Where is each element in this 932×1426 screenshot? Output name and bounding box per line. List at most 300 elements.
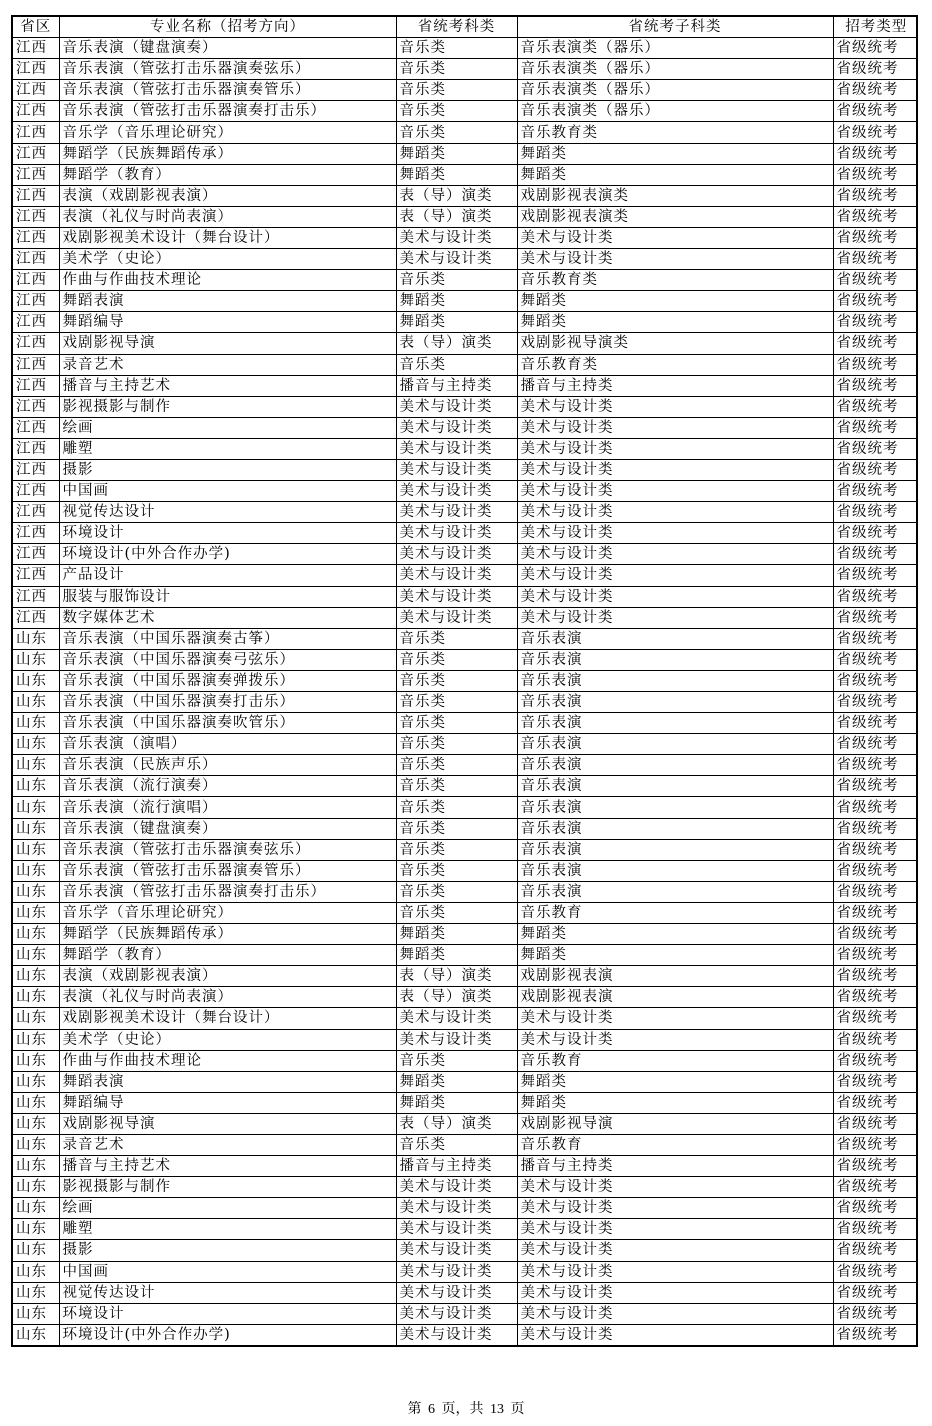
page-number: 第 6 页，共 13 页 xyxy=(407,1402,525,1417)
cell-exam-category: 美术与设计类 xyxy=(396,544,517,565)
table-body xyxy=(12,38,917,1346)
table-row xyxy=(12,59,917,80)
table-row xyxy=(12,249,917,270)
cell-major-name: 音乐表演（管弦打击乐器演奏管乐） xyxy=(59,80,396,101)
cell-exam-category: 音乐类 xyxy=(396,649,517,670)
cell-province: 山东 xyxy=(12,924,59,945)
header-exam-category: 省统考科类 xyxy=(396,16,517,38)
cell-major-name: 表演（戏剧影视表演） xyxy=(59,185,396,206)
table-row xyxy=(12,1029,917,1050)
cell-admission-type: 省级统考 xyxy=(833,1219,917,1240)
cell-exam-subcategory: 美术与设计类 xyxy=(517,1029,833,1050)
cell-province: 江西 xyxy=(12,38,59,59)
cell-admission-type: 省级统考 xyxy=(833,249,917,270)
cell-admission-type: 省级统考 xyxy=(833,692,917,713)
cell-exam-category: 美术与设计类 xyxy=(396,459,517,480)
cell-admission-type: 省级统考 xyxy=(833,544,917,565)
cell-major-name: 戏剧影视美术设计（舞台设计） xyxy=(59,1008,396,1029)
cell-admission-type: 省级统考 xyxy=(833,1071,917,1092)
cell-exam-category: 音乐类 xyxy=(396,80,517,101)
cell-province: 山东 xyxy=(12,1261,59,1282)
cell-admission-type: 省级统考 xyxy=(833,1029,917,1050)
cell-province: 山东 xyxy=(12,987,59,1008)
cell-exam-subcategory: 播音与主持类 xyxy=(517,375,833,396)
cell-admission-type: 省级统考 xyxy=(833,185,917,206)
table-row xyxy=(12,734,917,755)
cell-major-name: 表演（礼仪与时尚表演） xyxy=(59,987,396,1008)
cell-major-name: 美术学（史论） xyxy=(59,249,396,270)
table-row xyxy=(12,227,917,248)
cell-exam-subcategory: 播音与主持类 xyxy=(517,1156,833,1177)
cell-province: 山东 xyxy=(12,1324,59,1346)
cell-major-name: 绘画 xyxy=(59,417,396,438)
table-row xyxy=(12,902,917,923)
cell-province: 山东 xyxy=(12,755,59,776)
cell-major-name: 环境设计 xyxy=(59,523,396,544)
cell-admission-type: 省级统考 xyxy=(833,1156,917,1177)
cell-province: 山东 xyxy=(12,797,59,818)
cell-exam-subcategory: 舞蹈类 xyxy=(517,143,833,164)
cell-major-name: 中国画 xyxy=(59,481,396,502)
cell-exam-category: 表（导）演类 xyxy=(396,987,517,1008)
cell-province: 山东 xyxy=(12,902,59,923)
table-row xyxy=(12,396,917,417)
table-row xyxy=(12,692,917,713)
cell-exam-subcategory: 美术与设计类 xyxy=(517,1282,833,1303)
cell-province: 山东 xyxy=(12,1071,59,1092)
cell-admission-type: 省级统考 xyxy=(833,649,917,670)
cell-exam-category: 音乐类 xyxy=(396,101,517,122)
cell-exam-subcategory: 美术与设计类 xyxy=(517,459,833,480)
table-row xyxy=(12,628,917,649)
cell-admission-type: 省级统考 xyxy=(833,523,917,544)
cell-exam-subcategory: 音乐表演 xyxy=(517,860,833,881)
cell-admission-type: 省级统考 xyxy=(833,143,917,164)
cell-province: 山东 xyxy=(12,839,59,860)
cell-province: 江西 xyxy=(12,438,59,459)
cell-exam-category: 音乐类 xyxy=(396,1134,517,1155)
table-row xyxy=(12,122,917,143)
cell-province: 江西 xyxy=(12,417,59,438)
cell-major-name: 表演（戏剧影视表演） xyxy=(59,966,396,987)
cell-major-name: 音乐表演（民族声乐） xyxy=(59,755,396,776)
cell-admission-type: 省级统考 xyxy=(833,375,917,396)
cell-exam-category: 美术与设计类 xyxy=(396,586,517,607)
cell-province: 江西 xyxy=(12,502,59,523)
table-row xyxy=(12,164,917,185)
cell-exam-category: 美术与设计类 xyxy=(396,481,517,502)
cell-exam-subcategory: 舞蹈类 xyxy=(517,945,833,966)
table-row xyxy=(12,607,917,628)
cell-major-name: 舞蹈编导 xyxy=(59,1092,396,1113)
cell-exam-category: 美术与设计类 xyxy=(396,249,517,270)
cell-exam-subcategory: 音乐表演 xyxy=(517,713,833,734)
cell-admission-type: 省级统考 xyxy=(833,291,917,312)
cell-exam-category: 美术与设计类 xyxy=(396,1261,517,1282)
cell-exam-category: 音乐类 xyxy=(396,881,517,902)
cell-province: 山东 xyxy=(12,1113,59,1134)
cell-exam-subcategory: 戏剧影视表演 xyxy=(517,987,833,1008)
cell-admission-type: 省级统考 xyxy=(833,206,917,227)
cell-exam-category: 播音与主持类 xyxy=(396,1156,517,1177)
table-row xyxy=(12,1282,917,1303)
table-row xyxy=(12,987,917,1008)
cell-admission-type: 省级统考 xyxy=(833,966,917,987)
cell-exam-category: 表（导）演类 xyxy=(396,1113,517,1134)
cell-exam-subcategory: 音乐教育类 xyxy=(517,270,833,291)
cell-exam-subcategory: 美术与设计类 xyxy=(517,417,833,438)
cell-province: 江西 xyxy=(12,607,59,628)
cell-major-name: 播音与主持艺术 xyxy=(59,375,396,396)
cell-exam-category: 美术与设计类 xyxy=(396,1008,517,1029)
cell-admission-type: 省级统考 xyxy=(833,164,917,185)
cell-province: 山东 xyxy=(12,1282,59,1303)
cell-exam-subcategory: 戏剧影视表演 xyxy=(517,966,833,987)
cell-exam-subcategory: 美术与设计类 xyxy=(517,1240,833,1261)
cell-exam-category: 音乐类 xyxy=(396,755,517,776)
cell-admission-type: 省级统考 xyxy=(833,713,917,734)
cell-exam-category: 音乐类 xyxy=(396,354,517,375)
table-row xyxy=(12,1113,917,1134)
cell-major-name: 美术学（史论） xyxy=(59,1029,396,1050)
cell-exam-subcategory: 美术与设计类 xyxy=(517,1008,833,1029)
cell-admission-type: 省级统考 xyxy=(833,565,917,586)
cell-exam-category: 美术与设计类 xyxy=(396,1177,517,1198)
cell-exam-subcategory: 音乐表演 xyxy=(517,797,833,818)
table-row xyxy=(12,1177,917,1198)
cell-exam-subcategory: 美术与设计类 xyxy=(517,481,833,502)
cell-major-name: 舞蹈编导 xyxy=(59,312,396,333)
cell-major-name: 摄影 xyxy=(59,1240,396,1261)
cell-exam-subcategory: 美术与设计类 xyxy=(517,249,833,270)
cell-province: 山东 xyxy=(12,1050,59,1071)
cell-major-name: 戏剧影视美术设计（舞台设计） xyxy=(59,227,396,248)
table-row xyxy=(12,185,917,206)
table-row xyxy=(12,924,917,945)
cell-exam-subcategory: 美术与设计类 xyxy=(517,607,833,628)
cell-exam-category: 音乐类 xyxy=(396,270,517,291)
cell-major-name: 戏剧影视导演 xyxy=(59,333,396,354)
cell-admission-type: 省级统考 xyxy=(833,270,917,291)
cell-admission-type: 省级统考 xyxy=(833,354,917,375)
cell-exam-subcategory: 音乐教育 xyxy=(517,1134,833,1155)
cell-major-name: 舞蹈学（民族舞蹈传承） xyxy=(59,143,396,164)
cell-major-name: 作曲与作曲技术理论 xyxy=(59,1050,396,1071)
table-row xyxy=(12,206,917,227)
cell-exam-subcategory: 舞蹈类 xyxy=(517,1092,833,1113)
cell-exam-subcategory: 戏剧影视表演类 xyxy=(517,185,833,206)
cell-admission-type: 省级统考 xyxy=(833,755,917,776)
cell-exam-category: 音乐类 xyxy=(396,860,517,881)
cell-admission-type: 省级统考 xyxy=(833,797,917,818)
cell-exam-category: 舞蹈类 xyxy=(396,1071,517,1092)
header-admission-type: 招考类型 xyxy=(833,16,917,38)
cell-major-name: 舞蹈学（教育） xyxy=(59,164,396,185)
cell-province: 江西 xyxy=(12,481,59,502)
table-row xyxy=(12,375,917,396)
cell-exam-category: 美术与设计类 xyxy=(396,227,517,248)
cell-major-name: 中国画 xyxy=(59,1261,396,1282)
cell-province: 山东 xyxy=(12,776,59,797)
cell-major-name: 环境设计(中外合作办学) xyxy=(59,1324,396,1346)
cell-exam-category: 美术与设计类 xyxy=(396,417,517,438)
cell-province: 江西 xyxy=(12,270,59,291)
cell-exam-category: 美术与设计类 xyxy=(396,438,517,459)
cell-province: 江西 xyxy=(12,565,59,586)
table-row xyxy=(12,1261,917,1282)
cell-exam-subcategory: 美术与设计类 xyxy=(517,1198,833,1219)
table-row xyxy=(12,333,917,354)
cell-province: 江西 xyxy=(12,227,59,248)
cell-province: 山东 xyxy=(12,1198,59,1219)
cell-province: 江西 xyxy=(12,122,59,143)
cell-exam-subcategory: 美术与设计类 xyxy=(517,438,833,459)
cell-major-name: 音乐表演（中国乐器演奏吹管乐） xyxy=(59,713,396,734)
cell-exam-subcategory: 美术与设计类 xyxy=(517,227,833,248)
cell-exam-category: 美术与设计类 xyxy=(396,565,517,586)
table-row xyxy=(12,881,917,902)
cell-province: 山东 xyxy=(12,966,59,987)
cell-province: 山东 xyxy=(12,1219,59,1240)
cell-admission-type: 省级统考 xyxy=(833,1324,917,1346)
table-row xyxy=(12,38,917,59)
cell-exam-category: 音乐类 xyxy=(396,797,517,818)
cell-province: 山东 xyxy=(12,945,59,966)
cell-exam-subcategory: 音乐教育类 xyxy=(517,354,833,375)
header-major-name: 专业名称（招考方向） xyxy=(59,16,396,38)
cell-province: 江西 xyxy=(12,459,59,480)
table-row xyxy=(12,143,917,164)
cell-admission-type: 省级统考 xyxy=(833,1008,917,1029)
cell-admission-type: 省级统考 xyxy=(833,860,917,881)
cell-province: 江西 xyxy=(12,249,59,270)
cell-exam-category: 音乐类 xyxy=(396,818,517,839)
cell-admission-type: 省级统考 xyxy=(833,1240,917,1261)
cell-exam-subcategory: 舞蹈类 xyxy=(517,164,833,185)
cell-province: 江西 xyxy=(12,333,59,354)
cell-exam-category: 音乐类 xyxy=(396,713,517,734)
cell-admission-type: 省级统考 xyxy=(833,312,917,333)
cell-exam-category: 音乐类 xyxy=(396,122,517,143)
cell-province: 江西 xyxy=(12,523,59,544)
cell-province: 山东 xyxy=(12,734,59,755)
cell-major-name: 音乐表演（管弦打击乐器演奏管乐） xyxy=(59,860,396,881)
cell-admission-type: 省级统考 xyxy=(833,333,917,354)
cell-province: 山东 xyxy=(12,692,59,713)
table-row xyxy=(12,1050,917,1071)
cell-province: 江西 xyxy=(12,59,59,80)
cell-province: 山东 xyxy=(12,881,59,902)
cell-major-name: 作曲与作曲技术理论 xyxy=(59,270,396,291)
cell-exam-category: 美术与设计类 xyxy=(396,1303,517,1324)
table-row xyxy=(12,291,917,312)
table-row xyxy=(12,1134,917,1155)
cell-admission-type: 省级统考 xyxy=(833,945,917,966)
cell-exam-subcategory: 美术与设计类 xyxy=(517,544,833,565)
table-row xyxy=(12,544,917,565)
cell-major-name: 视觉传达设计 xyxy=(59,502,396,523)
cell-exam-category: 音乐类 xyxy=(396,38,517,59)
cell-province: 山东 xyxy=(12,1156,59,1177)
cell-major-name: 音乐表演（中国乐器演奏古筝） xyxy=(59,628,396,649)
cell-exam-subcategory: 戏剧影视导演 xyxy=(517,1113,833,1134)
cell-exam-subcategory: 戏剧影视表演类 xyxy=(517,206,833,227)
cell-province: 山东 xyxy=(12,628,59,649)
cell-province: 山东 xyxy=(12,860,59,881)
cell-exam-subcategory: 音乐表演 xyxy=(517,649,833,670)
cell-exam-category: 舞蹈类 xyxy=(396,945,517,966)
cell-major-name: 服装与服饰设计 xyxy=(59,586,396,607)
cell-exam-category: 美术与设计类 xyxy=(396,1219,517,1240)
cell-exam-subcategory: 美术与设计类 xyxy=(517,1324,833,1346)
table-row xyxy=(12,839,917,860)
table-row xyxy=(12,1303,917,1324)
table-row xyxy=(12,860,917,881)
table-row xyxy=(12,417,917,438)
cell-exam-subcategory: 美术与设计类 xyxy=(517,1219,833,1240)
cell-exam-category: 音乐类 xyxy=(396,734,517,755)
cell-province: 江西 xyxy=(12,544,59,565)
cell-exam-subcategory: 美术与设计类 xyxy=(517,502,833,523)
cell-admission-type: 省级统考 xyxy=(833,38,917,59)
cell-exam-category: 表（导）演类 xyxy=(396,333,517,354)
table-row xyxy=(12,713,917,734)
cell-major-name: 产品设计 xyxy=(59,565,396,586)
cell-major-name: 音乐表演（中国乐器演奏打击乐） xyxy=(59,692,396,713)
cell-major-name: 音乐表演（中国乐器演奏弹拨乐） xyxy=(59,670,396,691)
cell-exam-category: 表（导）演类 xyxy=(396,206,517,227)
cell-admission-type: 省级统考 xyxy=(833,438,917,459)
cell-major-name: 舞蹈表演 xyxy=(59,291,396,312)
table-row xyxy=(12,966,917,987)
cell-admission-type: 省级统考 xyxy=(833,902,917,923)
cell-major-name: 雕塑 xyxy=(59,1219,396,1240)
table-row xyxy=(12,755,917,776)
cell-admission-type: 省级统考 xyxy=(833,818,917,839)
table-row xyxy=(12,797,917,818)
table-row xyxy=(12,270,917,291)
cell-province: 江西 xyxy=(12,164,59,185)
cell-major-name: 音乐学（音乐理论研究） xyxy=(59,902,396,923)
cell-major-name: 音乐表演（演唱） xyxy=(59,734,396,755)
cell-exam-subcategory: 音乐表演 xyxy=(517,670,833,691)
cell-admission-type: 省级统考 xyxy=(833,1092,917,1113)
cell-exam-category: 舞蹈类 xyxy=(396,143,517,164)
cell-major-name: 绘画 xyxy=(59,1198,396,1219)
table-row xyxy=(12,670,917,691)
table-row xyxy=(12,80,917,101)
admissions-table xyxy=(11,15,918,1347)
cell-exam-subcategory: 音乐表演 xyxy=(517,881,833,902)
cell-major-name: 音乐表演（流行演唱） xyxy=(59,797,396,818)
cell-major-name: 录音艺术 xyxy=(59,354,396,375)
cell-exam-subcategory: 舞蹈类 xyxy=(517,1071,833,1092)
cell-major-name: 舞蹈学（教育） xyxy=(59,945,396,966)
cell-admission-type: 省级统考 xyxy=(833,734,917,755)
cell-admission-type: 省级统考 xyxy=(833,459,917,480)
cell-exam-subcategory: 音乐表演 xyxy=(517,755,833,776)
cell-exam-category: 舞蹈类 xyxy=(396,924,517,945)
cell-exam-subcategory: 美术与设计类 xyxy=(517,396,833,417)
table-row xyxy=(12,1156,917,1177)
table-row xyxy=(12,1219,917,1240)
cell-exam-category: 音乐类 xyxy=(396,692,517,713)
cell-exam-subcategory: 音乐表演 xyxy=(517,692,833,713)
cell-province: 山东 xyxy=(12,1177,59,1198)
cell-major-name: 表演（礼仪与时尚表演） xyxy=(59,206,396,227)
cell-exam-subcategory: 音乐表演类（器乐） xyxy=(517,59,833,80)
cell-admission-type: 省级统考 xyxy=(833,481,917,502)
cell-exam-subcategory: 音乐表演类（器乐） xyxy=(517,101,833,122)
cell-admission-type: 省级统考 xyxy=(833,670,917,691)
cell-exam-subcategory: 音乐教育 xyxy=(517,1050,833,1071)
cell-exam-category: 美术与设计类 xyxy=(396,523,517,544)
cell-major-name: 音乐表演（流行演奏） xyxy=(59,776,396,797)
cell-admission-type: 省级统考 xyxy=(833,924,917,945)
cell-major-name: 录音艺术 xyxy=(59,1134,396,1155)
cell-exam-subcategory: 舞蹈类 xyxy=(517,924,833,945)
cell-major-name: 音乐表演（中国乐器演奏弓弦乐） xyxy=(59,649,396,670)
table-row xyxy=(12,818,917,839)
table-row xyxy=(12,586,917,607)
cell-province: 江西 xyxy=(12,291,59,312)
cell-province: 山东 xyxy=(12,1240,59,1261)
cell-exam-category: 舞蹈类 xyxy=(396,312,517,333)
cell-admission-type: 省级统考 xyxy=(833,607,917,628)
cell-admission-type: 省级统考 xyxy=(833,586,917,607)
table-row xyxy=(12,649,917,670)
cell-province: 山东 xyxy=(12,1008,59,1029)
cell-province: 山东 xyxy=(12,713,59,734)
header-exam-subcategory: 省统考子科类 xyxy=(517,16,833,38)
cell-admission-type: 省级统考 xyxy=(833,502,917,523)
cell-exam-category: 音乐类 xyxy=(396,628,517,649)
cell-exam-category: 舞蹈类 xyxy=(396,1092,517,1113)
cell-major-name: 视觉传达设计 xyxy=(59,1282,396,1303)
cell-exam-subcategory: 音乐表演 xyxy=(517,628,833,649)
cell-exam-subcategory: 音乐表演 xyxy=(517,776,833,797)
table-row xyxy=(12,1198,917,1219)
cell-exam-subcategory: 音乐表演 xyxy=(517,839,833,860)
cell-province: 江西 xyxy=(12,80,59,101)
cell-exam-category: 表（导）演类 xyxy=(396,966,517,987)
cell-province: 江西 xyxy=(12,143,59,164)
cell-major-name: 音乐表演（管弦打击乐器演奏弦乐） xyxy=(59,839,396,860)
cell-province: 江西 xyxy=(12,312,59,333)
cell-admission-type: 省级统考 xyxy=(833,59,917,80)
cell-major-name: 音乐表演（键盘演奏） xyxy=(59,38,396,59)
cell-major-name: 音乐表演（键盘演奏） xyxy=(59,818,396,839)
cell-exam-subcategory: 音乐教育类 xyxy=(517,122,833,143)
cell-admission-type: 省级统考 xyxy=(833,881,917,902)
table-row xyxy=(12,459,917,480)
cell-exam-subcategory: 美术与设计类 xyxy=(517,1261,833,1282)
cell-exam-subcategory: 舞蹈类 xyxy=(517,291,833,312)
cell-admission-type: 省级统考 xyxy=(833,101,917,122)
cell-exam-category: 美术与设计类 xyxy=(396,1324,517,1346)
cell-exam-category: 舞蹈类 xyxy=(396,291,517,312)
cell-admission-type: 省级统考 xyxy=(833,1050,917,1071)
cell-admission-type: 省级统考 xyxy=(833,628,917,649)
cell-admission-type: 省级统考 xyxy=(833,1113,917,1134)
table-row xyxy=(12,101,917,122)
cell-admission-type: 省级统考 xyxy=(833,776,917,797)
cell-major-name: 环境设计 xyxy=(59,1303,396,1324)
cell-admission-type: 省级统考 xyxy=(833,839,917,860)
cell-exam-subcategory: 美术与设计类 xyxy=(517,565,833,586)
cell-admission-type: 省级统考 xyxy=(833,987,917,1008)
cell-province: 山东 xyxy=(12,818,59,839)
